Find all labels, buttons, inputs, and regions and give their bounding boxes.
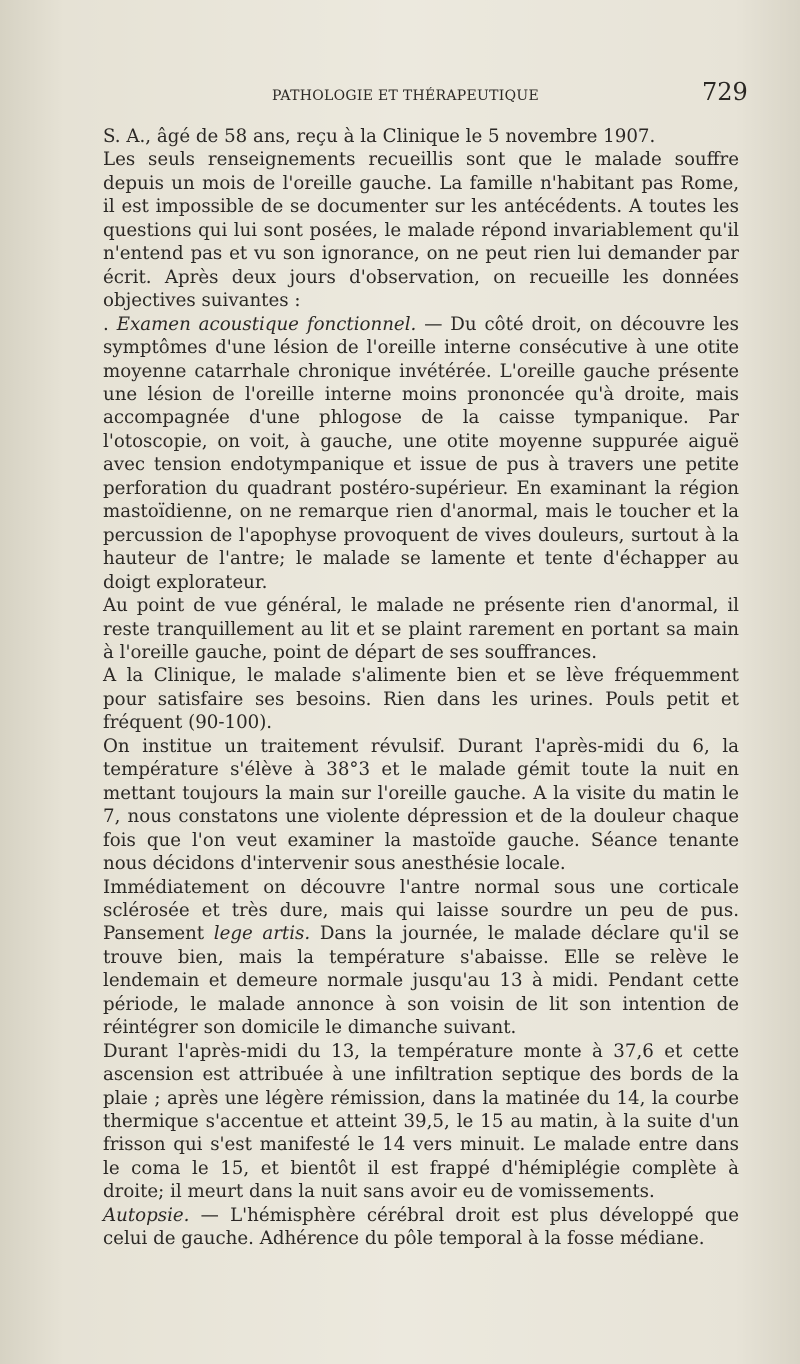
paragraph-acoustic-exam bbox=[103, 313, 739, 594]
acoustic-exam-text: — Du côté droit, on découvre les symptômes d'une lésion de l'oreille interne consécutive à une otite moyenne catarrhale chronique invétérée. L'oreille gauche présente une lésion de l'oreille interne moins prononcée qu'à droite, mais accompagnée d'une phlogose de la caisse tympanique. Par l'otoscopie, on voit, à gauche, une otite moyenne suppurée aiguë avec tension endotympanique et issue de pus à travers une petite perforation du quadrant postéro-supérieur. En examinant la région mastoïdienne, on ne remarque rien d'anormal, mais le toucher et la percussion de l'apophyse provoquent de vives douleurs, surtout à la hauteur de l'antre; le malade se lamente et tente d'échapper au doigt explorateur. bbox=[103, 313, 739, 593]
paragraph-course: Durant l'après-midi du 13, la température monte à 37,6 et cette ascension est attribuée à une infiltration septique des bords de la plaie ; après une légère rémission, dans la matinée du 14, la courbe thermique s'accentue et atteint 39,5, le 15 au matin, à la suite d'un frisson qui s'est manifesté le 14 vers minuit. Le malade entre dans le coma le 15, et bientôt il est frappé d'hémiplégie complète à droite; il meurt dans la nuit sans avoir eu de vomissements. bbox=[103, 1040, 739, 1203]
paragraph-general-state: Au point de vue général, le malade ne présente rien d'anormal, il reste tranquillement au lit et se plaint rarement en portant sa main à l'oreille gauche, point de départ de ses souffrances. bbox=[103, 595, 739, 663]
page-header bbox=[0, 78, 800, 108]
section-heading-autopsy: Autopsie. bbox=[103, 1204, 190, 1226]
paragraph-autopsy bbox=[103, 1204, 739, 1251]
paragraph-treatment: On institue un traitement révulsif. Durant l'après-midi du 6, la température s'élève à 38°3 et le malade gémit toute la nuit en mettant toujours la main sur l'oreille gauche. A la visite du matin le 7, nous constatons une violente dépression et de la douleur chaque fois que l'on veut examiner la mastoïde gauche. Séance tenante nous décidons d'intervenir sous anesthésie locale. bbox=[103, 735, 739, 875]
autopsy-text: — L'hémisphère cérébral droit est plus développé que celui de gauche. Adhérence du pôle temporal à la fosse médiane. bbox=[103, 1204, 739, 1250]
intervention-text-a: Immédiatement on découvre l'antre normal sous une corticale sclérosée et très dure, mais qui laisse sourdre un peu de pus. Pansement bbox=[103, 876, 739, 945]
paragraph-patient-intro: S. A., âgé de 58 ans, reçu à la Clinique le 5 novembre 1907. bbox=[103, 126, 656, 147]
paragraph-clinic: A la Clinique, le malade s'alimente bien et se lève fréquemment pour satisfaire ses besoins. Rien dans les urines. Pouls petit et fréquent (90-100). bbox=[103, 665, 739, 734]
section-heading-acoustic-exam: Examen acoustique fonctionnel. bbox=[116, 313, 417, 335]
page-number: 729 bbox=[702, 78, 748, 106]
body-text bbox=[103, 125, 739, 1251]
paragraph-history: Les seuls renseignements recueillis sont que le malade souffre depuis un mois de l'oreille gauche. La famille n'habitant pas Rome, il est impossible de se documenter sur les antécédents. A toutes les questions qui lui sont posées, le malade répond invariablement qu'il n'entend pas et vu son ignorance, on ne peut rien lui demander par écrit. Après deux jours d'observation, on recueille les données objectives suivantes : bbox=[103, 149, 739, 312]
paragraph-intervention bbox=[103, 876, 739, 1040]
running-head: PATHOLOGIE ET THÉRAPEUTIQUE bbox=[272, 88, 539, 104]
paragraph-lead-mark: . bbox=[103, 313, 117, 335]
lege-artis-italic: lege artis. bbox=[213, 923, 311, 945]
intervention-text-b: Dans la journée, le malade déclare qu'il se trouve bien, mais la température s'abaisse. Elle se relève le lendemain et demeure normale jusqu'au 13 à midi. Pendant cette période, le malade annonce à son voisin de lit son intention de réintégrer son domicile le dimanche suivant. bbox=[103, 923, 740, 1039]
